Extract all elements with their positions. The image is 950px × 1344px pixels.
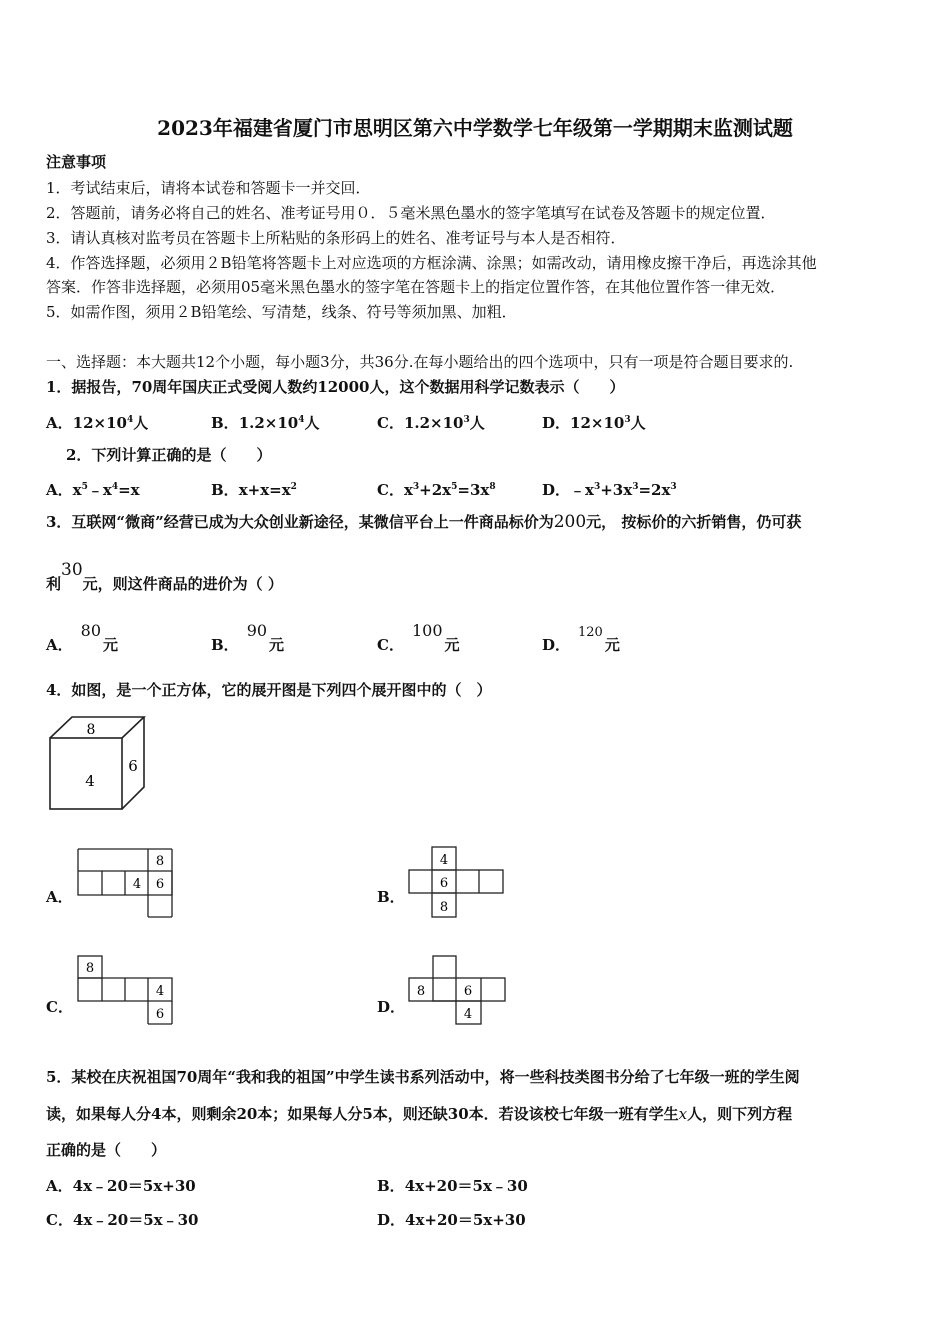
option-exponent: 5 xyxy=(451,482,458,492)
option-label: A． xyxy=(46,414,73,432)
option-exponent: 2 xyxy=(290,482,297,492)
option-value: 90 xyxy=(246,621,268,640)
option-exponent: 3 xyxy=(670,482,677,492)
option-text: =3x xyxy=(457,481,490,499)
net-cell-number: 6 xyxy=(439,876,449,891)
price-value: 200 xyxy=(553,512,587,532)
option-text: 4x﹣20＝5x+30 xyxy=(72,1177,196,1195)
option-label: C． xyxy=(46,1211,73,1229)
option-label: D． xyxy=(542,636,571,654)
net-cell-number: 8 xyxy=(416,984,426,999)
option-base: 12×10 xyxy=(72,414,127,432)
stem-text: 3．互联网“微商”经营已成为大众创业新途径，某微信平台上一件商品标价为 xyxy=(46,513,554,531)
cube-front-number: 4 xyxy=(85,772,95,790)
option-label: A． xyxy=(46,1177,73,1195)
option-unit: 元 xyxy=(269,636,285,654)
notice-item: 3．请认真核对监考员在答题卡上所粘贴的条形码上的姓名、准考证号与本人是否相符． xyxy=(46,229,626,247)
option-exponent: 3 xyxy=(624,415,631,425)
option-text: x xyxy=(403,481,413,499)
option-label: A． xyxy=(46,481,73,499)
q4-option-a-net[interactable] xyxy=(76,847,176,919)
q4-option-b-label[interactable]: B． xyxy=(377,888,405,906)
option-unit: 人 xyxy=(304,414,320,432)
net-cell-number: 8 xyxy=(439,900,449,915)
option-text: 4x+20＝5x+30 xyxy=(405,1211,526,1229)
option-text: ﹣x xyxy=(87,481,112,499)
option-unit: 人 xyxy=(630,414,646,432)
notice-item: 答案．作答非选择题，必须用05毫米黑色墨水的签字笔在答题卡上的指定位置作答，在其他位置作答一律无效． xyxy=(46,278,786,296)
q5-option-d[interactable] xyxy=(377,1209,526,1230)
q5-option-b[interactable] xyxy=(377,1175,528,1196)
question-3-stem-cont xyxy=(46,560,283,594)
q2-option-b[interactable] xyxy=(211,479,297,500)
cube-top-face xyxy=(50,717,144,738)
option-label: D． xyxy=(542,414,571,432)
option-unit: 人 xyxy=(133,414,149,432)
option-unit: 人 xyxy=(469,414,485,432)
option-label: B． xyxy=(211,481,239,499)
q3-option-a[interactable] xyxy=(46,621,119,655)
option-base: 12×10 xyxy=(570,414,625,432)
question-5-stem: 5．某校在庆祝祖国70周年“我和我的祖国”中学生读书系列活动中，将一些科技类图书分给了七年级一班的学生阅 xyxy=(46,1068,800,1086)
net-cell-number: 4 xyxy=(439,853,449,868)
option-text: 4x+20＝5x﹣30 xyxy=(404,1177,528,1195)
q3-option-d[interactable] xyxy=(542,625,620,655)
q4-option-d-label[interactable]: D． xyxy=(377,998,406,1016)
option-label: B． xyxy=(211,414,239,432)
q4-option-a-label[interactable]: A． xyxy=(46,888,73,906)
option-text: +3x xyxy=(600,481,633,499)
notice-item: 1．考试结束后，请将本试卷和答题卡一并交回． xyxy=(46,179,371,197)
option-unit: 元 xyxy=(103,636,119,654)
question-5-stem-end: 正确的是（ ） xyxy=(46,1141,167,1159)
stem-text: 人，则下列方程 xyxy=(687,1105,793,1123)
question-3-stem xyxy=(46,512,801,532)
option-label: C． xyxy=(377,636,404,654)
variable: x xyxy=(678,1105,688,1123)
option-exponent: 3 xyxy=(463,415,470,425)
notice-item: 2．答题前，请务必将自己的姓名、准考证号用０．５毫米黑色墨水的签字笔填写在试卷及答题卡的规定位置． xyxy=(46,204,776,222)
q1-option-d[interactable] xyxy=(542,412,646,433)
q4-option-c-net[interactable] xyxy=(76,954,176,1028)
cube-figure xyxy=(48,715,148,815)
question-4-stem: 4．如图，是一个正方体，它的展开图是下列四个展开图中的（ ） xyxy=(46,681,492,699)
option-exponent: 4 xyxy=(298,415,305,425)
q5-option-c[interactable] xyxy=(46,1209,198,1230)
cube-top-number: 8 xyxy=(86,722,96,738)
option-text: +2x xyxy=(419,481,452,499)
q3-option-c[interactable] xyxy=(377,621,460,655)
option-label: C． xyxy=(377,414,404,432)
option-base: 1.2×10 xyxy=(403,414,464,432)
option-label: D． xyxy=(542,481,571,499)
net-cell-number: 6 xyxy=(155,877,165,892)
option-value: 100 xyxy=(411,621,443,640)
net-cell-number: 4 xyxy=(463,1007,473,1022)
notice-heading: 注意事项 xyxy=(46,153,107,171)
option-label: A． xyxy=(46,636,73,654)
option-exponent: 3 xyxy=(412,482,420,492)
option-exponent: 5 xyxy=(81,482,88,492)
q4-option-b-net[interactable] xyxy=(407,845,507,919)
option-text: x xyxy=(72,481,82,499)
option-value: 120 xyxy=(578,625,603,640)
net-cell-number: 6 xyxy=(463,984,473,999)
option-text: =2x xyxy=(638,481,671,499)
q2-option-a[interactable] xyxy=(46,479,140,500)
option-exponent: 8 xyxy=(489,482,496,492)
q1-option-a[interactable] xyxy=(46,412,148,433)
net-cell-number: 6 xyxy=(155,1007,165,1022)
option-unit: 元 xyxy=(604,636,620,654)
stem-text: 元，则这件商品的进价为（ ） xyxy=(82,575,283,593)
option-exponent: 4 xyxy=(111,482,119,492)
net-cell-number: 8 xyxy=(155,854,165,869)
option-label: B． xyxy=(211,636,239,654)
section-heading: 一、选择题：本大题共12个小题，每小题3分，共36分.在每小题给出的四个选项中，只有一项是符合题目要求的. xyxy=(46,353,794,371)
option-text: ﹣x xyxy=(570,481,594,499)
page-title: 2023年福建省厦门市思明区第六中学数学七年级第一学期期末监测试题 xyxy=(157,116,793,140)
stem-text: 利 xyxy=(46,575,62,593)
q4-option-d-net[interactable] xyxy=(407,954,509,1028)
question-5-stem-cont xyxy=(46,1104,792,1124)
option-exponent: 4 xyxy=(126,415,134,425)
question-1-stem: 1．据报告，70周年国庆正式受阅人数约12000人，这个数据用科学记数表示（ ） xyxy=(46,378,625,396)
q3-option-b[interactable] xyxy=(211,621,285,655)
cube-right-number: 6 xyxy=(128,757,138,775)
option-label: B． xyxy=(377,1177,405,1195)
option-base: 1.2×10 xyxy=(238,414,299,432)
option-exponent: 3 xyxy=(632,482,639,492)
option-text: 4x﹣20＝5x﹣30 xyxy=(72,1211,199,1229)
net-cell-number: 4 xyxy=(132,877,142,892)
stem-text: 读，如果每人分4本，则剩余20本；如果每人分5本，则还缺30本．若设该校七年级一班有学生 xyxy=(46,1105,679,1123)
option-exponent: 3 xyxy=(593,482,601,492)
net-cell-number: 8 xyxy=(85,961,95,976)
q2-option-c[interactable] xyxy=(377,479,496,500)
option-text: =x xyxy=(118,481,140,499)
profit-value: 30 xyxy=(61,560,83,580)
option-value: 80 xyxy=(80,621,101,640)
q1-option-c[interactable] xyxy=(377,412,485,433)
option-text: x+x=x xyxy=(238,481,291,499)
notice-item: 4．作答选择题，必须用２B铅笔将答题卡上对应选项的方框涂满、涂黑；如需改动，请用橡皮擦干净后，再选涂其他 xyxy=(46,254,817,272)
q4-option-c-label[interactable]: C． xyxy=(46,998,73,1016)
option-label: C． xyxy=(377,481,404,499)
question-2-stem: 2．下列计算正确的是（ ） xyxy=(66,446,272,464)
q2-option-d[interactable] xyxy=(542,479,677,500)
q1-option-b[interactable] xyxy=(211,412,320,433)
option-unit: 元 xyxy=(444,636,460,654)
q5-option-a[interactable] xyxy=(46,1175,196,1196)
stem-text: 元， 按标价的六折销售，仍可获 xyxy=(586,513,802,531)
net-cell-number: 4 xyxy=(155,984,165,999)
option-label: D． xyxy=(377,1211,406,1229)
notice-item: 5．如需作图，须用２B铅笔绘、写清楚，线条、符号等须加黑、加粗． xyxy=(46,303,517,321)
